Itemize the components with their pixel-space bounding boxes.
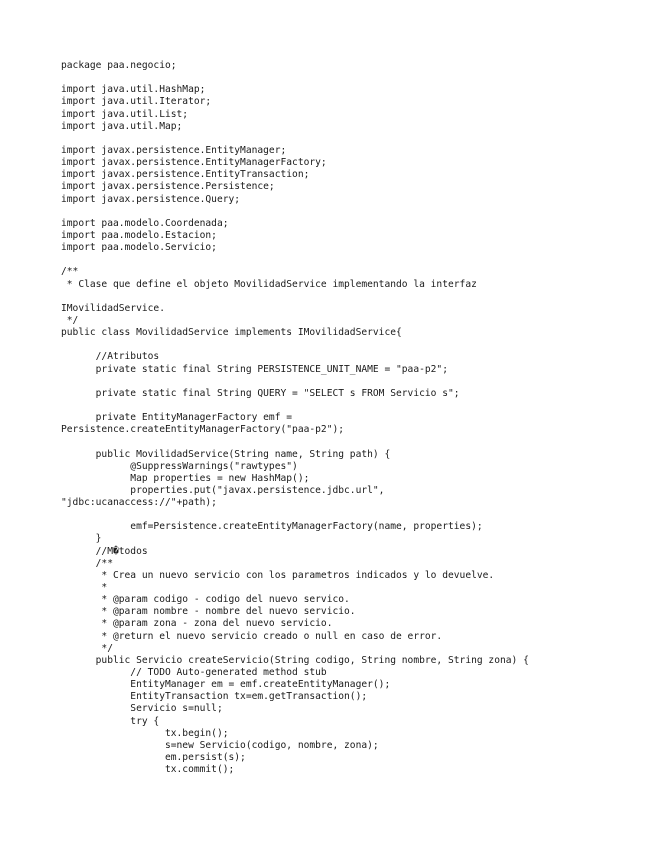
code-line: */ [61,642,113,654]
code-line: import javax.persistence.Persistence; [61,181,275,193]
java-source-code [61,60,646,776]
code-line: * Crea un nuevo servicio con los parametros indicados y lo devuelve. [61,569,495,581]
code-line: try { [61,715,160,727]
code-line: public class MovilidadService implements IMovilidadService{ [61,327,402,339]
code-line [61,436,646,448]
code-line: @SuppressWarnings("rawtypes") [61,460,298,472]
code-line: import java.util.HashMap; [61,84,206,96]
code-line: public MovilidadService(String name, String path) { [61,448,391,460]
code-line: import java.util.List; [61,108,189,120]
code-line: import javax.persistence.Query; [61,193,241,205]
code-line: import java.util.Iterator; [61,96,212,108]
code-line: } [61,533,102,545]
code-line: // TODO Auto-generated method stub [61,667,327,679]
code-line: /** [61,266,79,278]
code-line [61,72,646,84]
code-line: */ [61,314,79,326]
code-line: Persistence.createEntityManagerFactory("paa-p2"); [61,424,345,436]
code-line [61,291,646,303]
code-line [61,133,646,145]
code-line: EntityTransaction tx=em.getTransaction(); [61,691,368,703]
code-line: s=new Servicio(codigo, nombre, zona); [61,739,379,751]
code-line: /** [61,557,113,569]
code-line: public Servicio createServicio(String codigo, String nombre, String zona) { [61,654,529,666]
code-line: * Clase que define el objeto MovilidadService implementando la interfaz [61,278,477,290]
code-line: * @param zona - zona del nuevo servicio. [61,618,333,630]
code-line: private static final String PERSISTENCE_UNIT_NAME = "paa-p2"; [61,363,448,375]
code-line: import paa.modelo.Coordenada; [61,217,229,229]
code-line: "jdbc:ucanaccess://"+path); [61,497,217,509]
code-line [61,254,646,266]
code-line: import javax.persistence.EntityManager; [61,144,287,156]
code-line: * [61,582,108,594]
code-line: //M�todos [61,545,148,557]
code-line: em.persist(s); [61,752,246,764]
code-line: private static final String QUERY = "SELECT s FROM Servicio s"; [61,387,460,399]
code-line: package paa.negocio; [61,60,177,71]
code-line [61,509,646,521]
code-line: import javax.persistence.EntityTransaction; [61,169,310,181]
code-line [61,206,646,218]
code-line: tx.commit(); [61,764,235,776]
code-line: tx.begin(); [61,727,229,739]
code-line [61,400,646,412]
code-line: * @return el nuevo servicio creado o null en caso de error. [61,630,443,642]
code-line: import paa.modelo.Estacion; [61,229,217,241]
code-line [61,376,646,388]
code-line: Map properties = new HashMap(); [61,472,310,484]
code-line: import paa.modelo.Servicio; [61,242,217,254]
code-line: emf=Persistence.createEntityManagerFactory(name, properties); [61,521,483,533]
code-line: properties.put("javax.persistence.jdbc.url", [61,484,385,496]
code-line [61,339,646,351]
code-line: Servicio s=null; [61,703,223,715]
code-line: * @param codigo - codigo del nuevo servico. [61,594,350,606]
code-line: IMovilidadService. [61,302,165,314]
code-line: * @param nombre - nombre del nuevo servicio. [61,606,356,618]
code-line: import javax.persistence.EntityManagerFactory; [61,157,327,169]
code-line: import java.util.Map; [61,120,183,132]
code-line: //Atributos [61,351,160,363]
code-line: EntityManager em = emf.createEntityManager(); [61,679,391,691]
code-line: private EntityManagerFactory emf = [61,412,293,424]
